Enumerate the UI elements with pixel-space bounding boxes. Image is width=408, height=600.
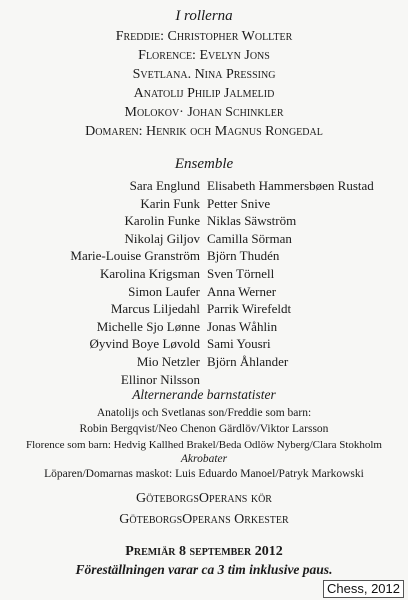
roles-heading: I rollerna <box>175 8 233 24</box>
image-caption: Chess, 2012 <box>323 580 404 598</box>
ensemble-name-left: Nikolaj Giljov <box>124 230 200 246</box>
ensemble-name-right: Sven Törnell <box>207 265 275 281</box>
children-line-1: Anatolijs och Svetlanas son/Freddie som barn: <box>96 407 312 419</box>
ensemble-heading: Ensemble <box>174 156 234 172</box>
ensemble-row <box>0 371 408 389</box>
ensemble-name-left: Karolin Funke <box>124 213 200 229</box>
ensemble-list <box>0 177 408 388</box>
ensemble-name-left: Simon Laufer <box>128 283 200 299</box>
ensemble-name-left: Michelle Sjo Lønne <box>96 318 200 334</box>
choir-line: GöteborgsOperans kör <box>136 491 272 506</box>
ensemble-name-left: Marcus Liljedahl <box>110 301 200 317</box>
acrobats-heading: Akrobater <box>180 453 228 465</box>
premiere-line: Premiär 8 september 2012 <box>125 544 283 559</box>
ensemble-name-left: Marie-Louise Granström <box>70 248 200 264</box>
ensemble-name-right: Anna Werner <box>207 283 277 299</box>
ensemble-row <box>0 212 408 230</box>
acrobats-line: Löparen/Domarnas maskot: Luis Eduardo Manoel/Patryk Markowski <box>44 468 364 480</box>
ensemble-name-left: Karolina Krigsman <box>99 265 200 281</box>
ensemble-name-right: Jonas Wåhlin <box>207 318 278 334</box>
ensemble-name-left: Karin Funk <box>140 195 200 211</box>
role-line-florence: Florence: Evelyn Jons <box>138 48 270 63</box>
ensemble-name-right: Sami Yousri <box>207 336 271 352</box>
ensemble-row <box>0 353 408 371</box>
ensemble-row <box>0 177 408 195</box>
ensemble-name-right: Elisabeth Hammersbøen Rustad <box>207 178 374 193</box>
orchestra-line: GöteborgsOperans Orkester <box>119 512 289 527</box>
ensemble-name-left: Sara Englund <box>129 178 200 193</box>
children-heading: Alternerande barnstatister <box>132 387 276 402</box>
role-line-anatolij: Anatolij Philip Jalmelid <box>133 86 275 101</box>
ensemble-name-right: Björn Åhlander <box>207 353 289 369</box>
ensemble-row <box>0 335 408 353</box>
role-line-svetlana: Svetlana. Nina Pressing <box>132 67 276 82</box>
role-line-domaren: Domaren: Henrik och Magnus Rongedal <box>85 124 323 139</box>
ensemble-name-right: Camilla Sörman <box>207 230 292 246</box>
ensemble-row <box>0 318 408 336</box>
ensemble-row <box>0 265 408 283</box>
ensemble-name-right: Petter Snive <box>207 195 271 211</box>
duration-line: Föreställningen varar ca 3 tim inklusive paus. <box>75 562 333 577</box>
ensemble-row <box>0 230 408 248</box>
ensemble-row <box>0 283 408 301</box>
ensemble-name-left: Øyvind Boye Løvold <box>89 336 200 352</box>
ensemble-name-left: Ellinor Nilsson <box>120 371 200 387</box>
ensemble-row <box>0 247 408 265</box>
ensemble-row <box>0 195 408 213</box>
children-line-3: Florence som barn: Hedvig Kallhed Brakel/Beda Odlöw Nyberg/Clara Stokholm <box>25 439 382 451</box>
role-line-molokov: Molokov· Johan Schinkler <box>124 105 284 120</box>
ensemble-name-right: Niklas Säwström <box>207 213 297 229</box>
children-line-2: Robin Bergqvist/Neo Chenon Gärdlöv/Viktor Larsson <box>79 423 329 435</box>
ensemble-name-right: Björn Thudén <box>207 248 280 264</box>
role-line-freddie: Freddie: Christopher Wollter <box>115 29 293 44</box>
ensemble-name-left: Mio Netzler <box>136 353 200 369</box>
ensemble-row <box>0 300 408 318</box>
ensemble-name-right: Parrik Wirefeldt <box>207 301 292 317</box>
